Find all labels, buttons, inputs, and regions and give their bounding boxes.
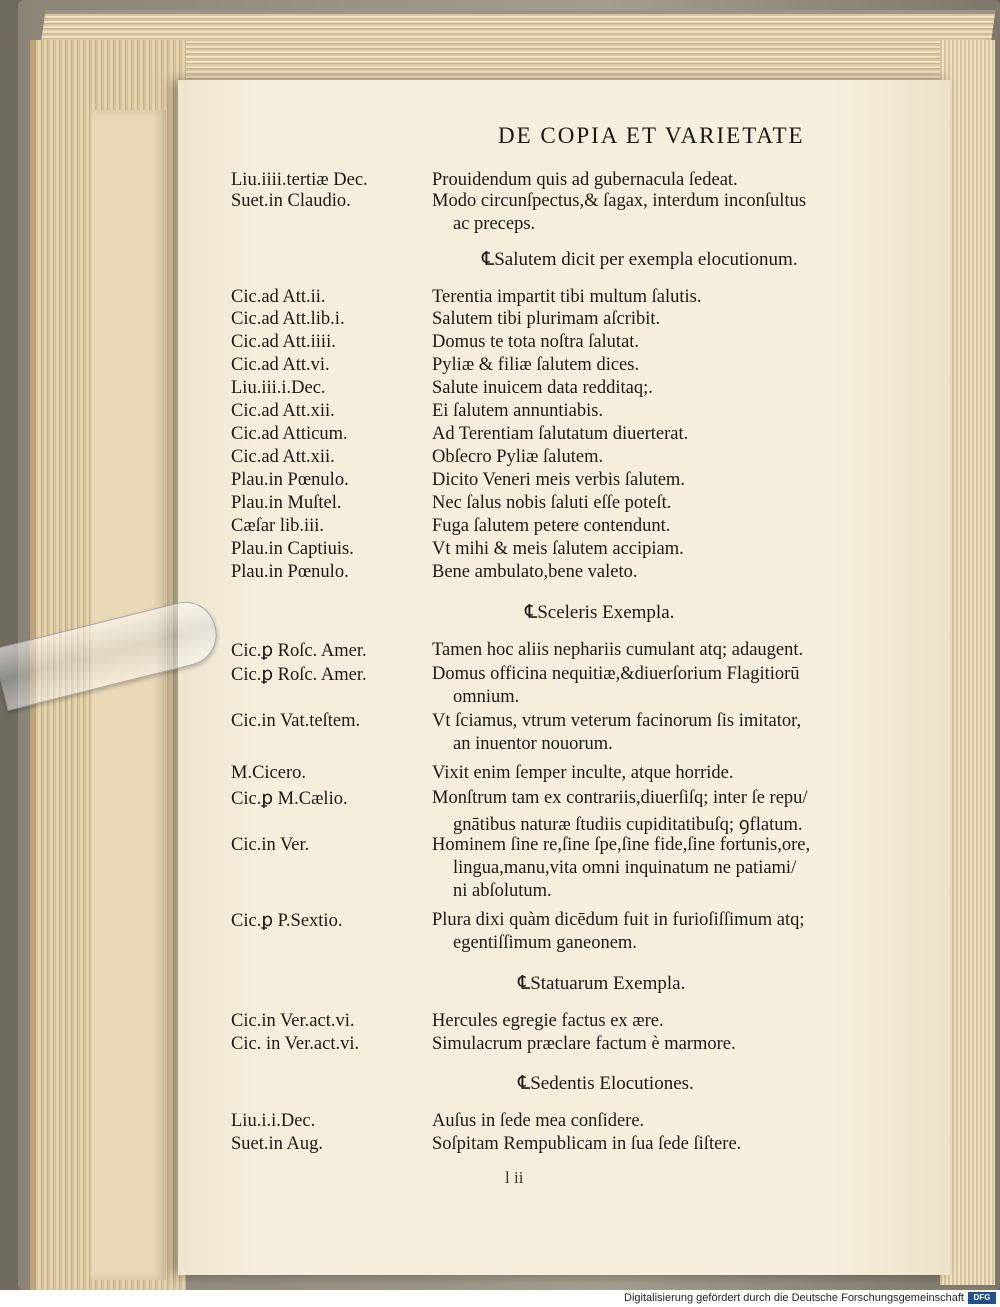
- example-quote: Monſtrum tam ex contrariis,diuerſiſq; inter ſe repu/: [432, 788, 808, 808]
- source-reference: Cic.in Ver.: [231, 835, 310, 855]
- source-reference: Cæſar lib.iii.: [231, 516, 325, 536]
- section-heading: ℄Sedentis Elocutiones.: [518, 1073, 694, 1094]
- source-reference: Plau.in Pœnulo.: [231, 562, 349, 582]
- running-head: DE COPIA ET VARIETATE: [498, 123, 805, 148]
- source-reference: Cic.ꝑ P.Sextio.: [231, 911, 343, 931]
- source-reference: Cic.ꝑ M.Cælio.: [231, 789, 348, 809]
- example-quote: Pyliæ & filiæ ſalutem dices.: [432, 355, 640, 375]
- quote-continuation: an inuentor nouorum.: [453, 734, 613, 754]
- example-quote: Auſus in ſede mea conſidere.: [432, 1111, 645, 1131]
- example-quote: Vixit enim ſemper inculte, atque horride.: [432, 763, 734, 783]
- source-reference: Plau.in Muſtel.: [231, 493, 342, 513]
- example-quote: Domus te tota noſtra ſalutat.: [432, 332, 640, 352]
- source-reference: M.Cicero.: [231, 763, 307, 783]
- source-reference: Cic.ꝑ Roſc. Amer.: [231, 641, 367, 661]
- source-reference: Cic.ad Att.lib.i.: [231, 309, 345, 329]
- example-quote: Hercules egregie factus ex ære.: [432, 1011, 664, 1031]
- example-quote: Domus officina nequitiæ,&diuerſorium Flagitiorū: [432, 664, 800, 684]
- funding-credit: Digitalisierung gefördert durch die Deutsche Forschungsgemeinschaft: [624, 1292, 964, 1304]
- source-reference: Cic.ad Att.vi.: [231, 355, 330, 375]
- example-quote: Hominem ſine re,ſine ſpe,ſine fide,ſine fortunis,ore,: [432, 835, 811, 855]
- section-heading: ℄Statuarum Exempla.: [518, 973, 686, 994]
- example-quote: Ei ſalutem annuntiabis.: [432, 401, 604, 421]
- example-quote: Vt ſciamus, vtrum veterum facinorum ſis imitator,: [432, 711, 802, 731]
- example-quote: Modo circunſpectus,& ſagax, interdum inconſultus: [432, 191, 807, 211]
- source-reference: Cic.ad Atticum.: [231, 424, 348, 444]
- section-heading: ℄Sceleris Exempla.: [525, 602, 675, 623]
- source-reference: Cic.ad Att.ii.: [231, 287, 326, 307]
- example-quote: Terentia impartit tibi multum ſalutis.: [432, 287, 702, 307]
- example-quote: Vt mihi & meis ſalutem accipiam.: [432, 539, 684, 559]
- dfg-logo: DFG: [968, 1292, 996, 1304]
- footer-bar: [0, 1290, 1000, 1307]
- example-quote: Nec ſalus nobis ſaluti eſſe poteſt.: [432, 493, 672, 513]
- source-reference: Plau.in Pœnulo.: [231, 470, 349, 490]
- source-reference: Cic.ad Att.iiii.: [231, 332, 336, 352]
- section-heading: ℄Salutem dicit per exempla elocutionum.: [482, 249, 798, 270]
- quote-continuation: lingua,manu,vita omni inquinatum ne patiami/: [453, 858, 797, 878]
- example-quote: Soſpitam Rempublicam in ſua ſede ſiſtere.: [432, 1134, 742, 1154]
- source-reference: Liu.i.i.Dec.: [231, 1111, 316, 1131]
- example-quote: Obſecro Pyliæ ſalutem.: [432, 447, 604, 467]
- source-reference: Cic.ad Att.xii.: [231, 401, 335, 421]
- example-quote: Bene ambulato,bene valeto.: [432, 562, 638, 582]
- quote-continuation: omnium.: [453, 687, 520, 707]
- example-quote: Plura dixi quàm dicēdum fuit in furioſiſſimum atq;: [432, 910, 805, 930]
- source-reference: Liu.iii.i.Dec.: [231, 378, 326, 398]
- source-reference: Cic.ad Att.xii.: [231, 447, 335, 467]
- quote-continuation: gnātibus naturæ ſtudiis cupiditatibuſq; ꝯflatum.: [453, 815, 803, 835]
- source-reference: Cic.ꝑ Roſc. Amer.: [231, 665, 367, 685]
- source-reference: Cic.in Ver.act.vi.: [231, 1011, 355, 1031]
- example-quote: Salutem tibi plurimam aſcribit.: [432, 309, 661, 329]
- quote-continuation: ni abſolutum.: [453, 881, 552, 901]
- example-quote: Tamen hoc aliis nephariis cumulant atq; adaugent.: [432, 640, 804, 660]
- source-reference: Cic.in Vat.teſtem.: [231, 711, 361, 731]
- facing-page-edge: [91, 110, 166, 1280]
- source-reference: Liu.iiii.tertiæ Dec.: [231, 170, 368, 190]
- quote-continuation: egentiſſimum ganeonem.: [453, 933, 637, 953]
- example-quote: Dicito Veneri meis verbis ſalutem.: [432, 470, 685, 490]
- source-reference: Plau.in Captiuis.: [231, 539, 354, 559]
- source-reference: Suet.in Claudio.: [231, 191, 351, 211]
- example-quote: Ad Terentiam ſalutatum diuerterat.: [432, 424, 689, 444]
- example-quote: Prouidendum quis ad gubernacula ſedeat.: [432, 170, 738, 190]
- quote-continuation: ac preceps.: [453, 214, 536, 234]
- source-reference: Suet.in Aug.: [231, 1134, 323, 1154]
- source-reference: Cic. in Ver.act.vi.: [231, 1034, 360, 1054]
- signature-mark: l ii: [505, 1168, 524, 1187]
- example-quote: Salute inuicem data redditaq;.: [432, 378, 653, 398]
- example-quote: Fuga ſalutem petere contendunt.: [432, 516, 671, 536]
- example-quote: Simulacrum præclare factum è marmore.: [432, 1034, 736, 1054]
